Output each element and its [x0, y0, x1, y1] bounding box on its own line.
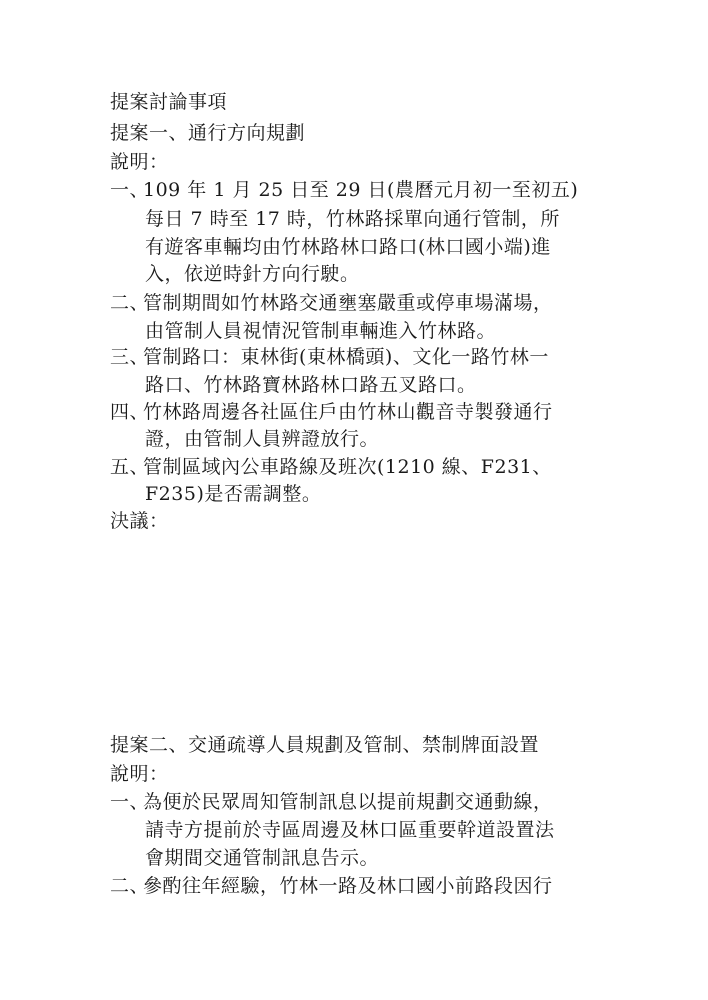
item-text-line: 每日 7 時至 17 時，竹林路採單向通行管制，所: [145, 208, 560, 230]
proposal-2-title: 提案二、交通疏導人員規劃及管制、禁制牌面設置: [110, 734, 540, 756]
item-text-line: F235)是否需調整。: [145, 483, 322, 505]
item-text-line: 竹林路周邊各社區住戶由竹林山觀音寺製發通行: [143, 401, 553, 423]
section-title: 提案討論事項: [110, 91, 228, 113]
item-text-line: 路口、竹林路寶林路林口路五叉路口。: [145, 374, 477, 396]
proposal-1-resolution-label: 決議：: [110, 510, 169, 532]
item-marker: 一、: [110, 179, 150, 201]
item-marker: 五、: [110, 456, 150, 478]
proposal-1-title: 提案一、通行方向規劃: [110, 122, 306, 144]
item-marker: 四、: [110, 401, 150, 423]
item-text-line: 證，由管制人員辨證放行。: [145, 428, 380, 450]
item-marker: 一、: [110, 791, 150, 813]
item-text-line: 有遊客車輛均由竹林路林口路口(林口國小端)進: [145, 236, 551, 258]
item-text-line: 請寺方提前於寺區周邊及林口區重要幹道設置法: [145, 819, 555, 841]
item-text-line: 109 年 1 月 25 日至 29 日(農曆元月初一至初五): [143, 179, 579, 201]
item-text-line: 管制區域內公車路線及班次(1210 線、F231、: [143, 456, 552, 478]
item-marker: 二、: [110, 875, 150, 897]
proposal-2-explain-label: 說明：: [110, 763, 169, 785]
item-marker: 三、: [110, 346, 150, 368]
proposal-1-item-5: [110, 455, 552, 479]
item-marker: 二、: [110, 292, 150, 314]
item-text-line: 參酌往年經驗，竹林一路及林口國小前路段因行: [143, 875, 553, 897]
proposal-2-item-2: [110, 874, 553, 898]
proposal-1-item-3: [110, 345, 549, 369]
item-text-line: 由管制人員視情況管制車輛進入竹林路。: [145, 320, 497, 342]
item-text-line: 管制路口：東林街(東林橋頭)、文化一路竹林一: [143, 346, 549, 368]
item-text-line: 管制期間如竹林路交通壅塞嚴重或停車場滿場，: [143, 292, 553, 314]
proposal-1-explain-label: 說明：: [110, 151, 169, 173]
proposal-1-item-4: [110, 400, 553, 424]
item-text-line: 入，依逆時針方向行駛。: [145, 263, 360, 285]
item-text-line: 為便於民眾周知管制訊息以提前規劃交通動線，: [143, 791, 553, 813]
proposal-1-item-2: [110, 291, 553, 315]
item-text-line: 會期間交通管制訊息告示。: [145, 847, 380, 869]
proposal-2-item-1: [110, 790, 553, 814]
proposal-1-item-1: [110, 178, 578, 202]
